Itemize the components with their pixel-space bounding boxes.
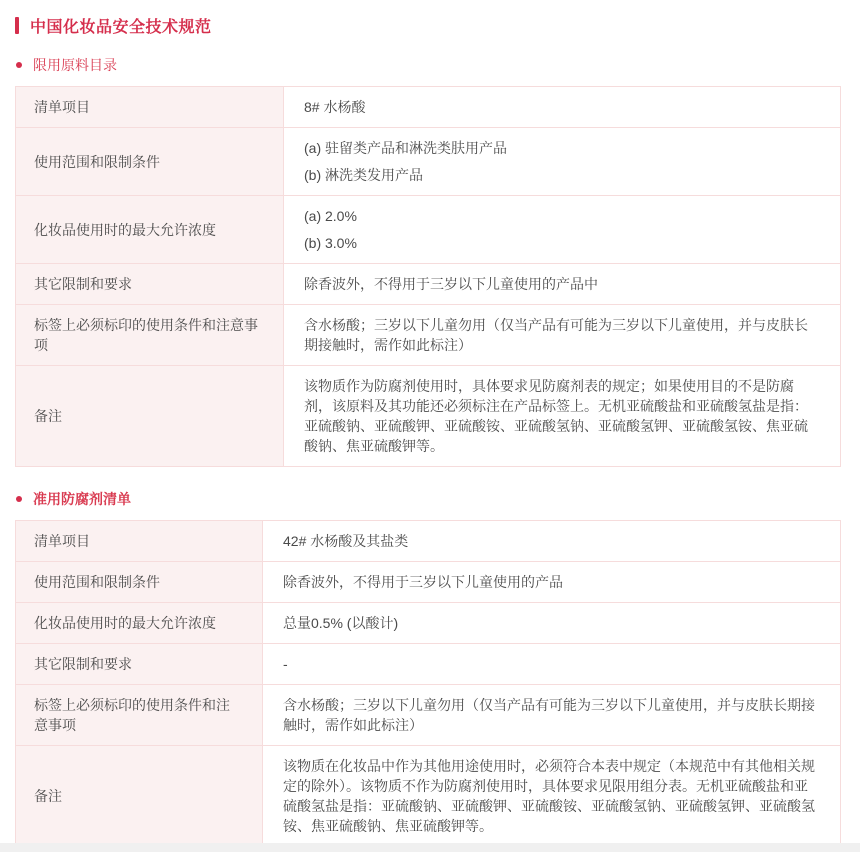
value-line: 42# 水杨酸及其盐类 — [283, 533, 409, 549]
row-label: 其它限制和要求 — [16, 644, 263, 685]
page-title: 中国化妆品安全技术规范 — [30, 19, 212, 36]
row-label: 标签上必须标印的使用条件和注意事项 — [16, 685, 263, 746]
value-line: 该物质在化妆品中作为其他用途使用时，必须符合本表中规定（本规范中有其他相关规定的除外）。该物质不作为防腐剂使用时，具体要求见限用组分表。无机亚硫酸盐和亚硫酸氢盐是指：亚硫酸钠、亚硫酸钾、亚硫酸铵、亚硫酸氢钠、亚硫酸氢钾、亚硫酸氢铵、焦亚硫酸钠、焦亚硫酸钾等。 — [283, 758, 815, 834]
section-title: 限用原料目录 — [33, 57, 117, 73]
value-line: 含水杨酸；三岁以下儿童勿用（仅当产品有可能为三岁以下儿童使用，并与皮肤长期接触时，需作如此标注） — [283, 697, 815, 733]
row-value — [284, 366, 841, 467]
value-line: (a) 2.0% — [304, 208, 357, 224]
row-value — [284, 305, 841, 366]
row-value — [263, 644, 841, 685]
row-label: 清单项目 — [16, 521, 263, 562]
row-label: 备注 — [16, 746, 263, 847]
table-row — [16, 305, 841, 366]
row-value — [263, 746, 841, 847]
row-value — [284, 196, 841, 264]
section-heading-restricted — [15, 55, 841, 75]
table-row — [16, 196, 841, 264]
table-row — [16, 366, 841, 467]
row-label: 备注 — [16, 366, 284, 467]
row-value — [284, 128, 841, 196]
table-row — [16, 644, 841, 685]
row-value — [263, 603, 841, 644]
row-label: 使用范围和限制条件 — [16, 562, 263, 603]
value-line: 除香波外，不得用于三岁以下儿童使用的产品 — [283, 574, 563, 590]
section-permitted-preservatives — [15, 489, 841, 847]
table-row — [16, 746, 841, 847]
row-value — [284, 87, 841, 128]
table-row — [16, 685, 841, 746]
value-line: (b) 淋洗类发用产品 — [304, 167, 423, 183]
title-accent-bar-icon — [15, 17, 19, 34]
bullet-icon — [16, 496, 22, 502]
row-label: 化妆品使用时的最大允许浓度 — [16, 196, 284, 264]
row-label: 清单项目 — [16, 87, 284, 128]
page-bottom-divider — [0, 843, 860, 852]
table-row — [16, 87, 841, 128]
row-label: 化妆品使用时的最大允许浓度 — [16, 603, 263, 644]
value-line: 含水杨酸；三岁以下儿童勿用（仅当产品有可能为三岁以下儿童使用，并与皮肤长期接触时，需作如此标注） — [304, 317, 808, 353]
table-row — [16, 603, 841, 644]
table-row — [16, 562, 841, 603]
value-line: - — [283, 656, 288, 672]
row-value — [263, 521, 841, 562]
section-title: 准用防腐剂清单 — [33, 491, 131, 507]
value-line: 该物质作为防腐剂使用时，具体要求见防腐剂表的规定；如果使用目的不是防腐剂，该原料及其功能还必须标注在产品标签上。无机亚硫酸盐和亚硫酸氢盐是指：亚硫酸钠、亚硫酸钾、亚硫酸铵、亚硫酸氢钠、亚硫酸氢钾、亚硫酸氢铵、焦亚硫酸钠、焦亚硫酸钾等。 — [304, 378, 808, 454]
value-line: (a) 驻留类产品和淋洗类肤用产品 — [304, 140, 507, 156]
page-title-row — [15, 14, 841, 37]
value-line: 除香波外，不得用于三岁以下儿童使用的产品中 — [304, 276, 598, 292]
table-row — [16, 128, 841, 196]
row-label: 其它限制和要求 — [16, 264, 284, 305]
row-value — [263, 562, 841, 603]
bullet-icon — [16, 62, 22, 68]
row-value — [263, 685, 841, 746]
row-label: 标签上必须标印的使用条件和注意事项 — [16, 305, 284, 366]
section-heading-preservatives — [15, 489, 841, 509]
value-line: 8# 水杨酸 — [304, 99, 366, 115]
restricted-ingredients-table — [15, 86, 841, 467]
value-line: 总量0.5% (以酸计) — [283, 615, 399, 631]
row-value — [284, 264, 841, 305]
row-label: 使用范围和限制条件 — [16, 128, 284, 196]
table-row — [16, 521, 841, 562]
value-line: (b) 3.0% — [304, 235, 357, 251]
section-restricted-ingredients — [15, 55, 841, 467]
permitted-preservatives-table — [15, 520, 841, 847]
table-row — [16, 264, 841, 305]
